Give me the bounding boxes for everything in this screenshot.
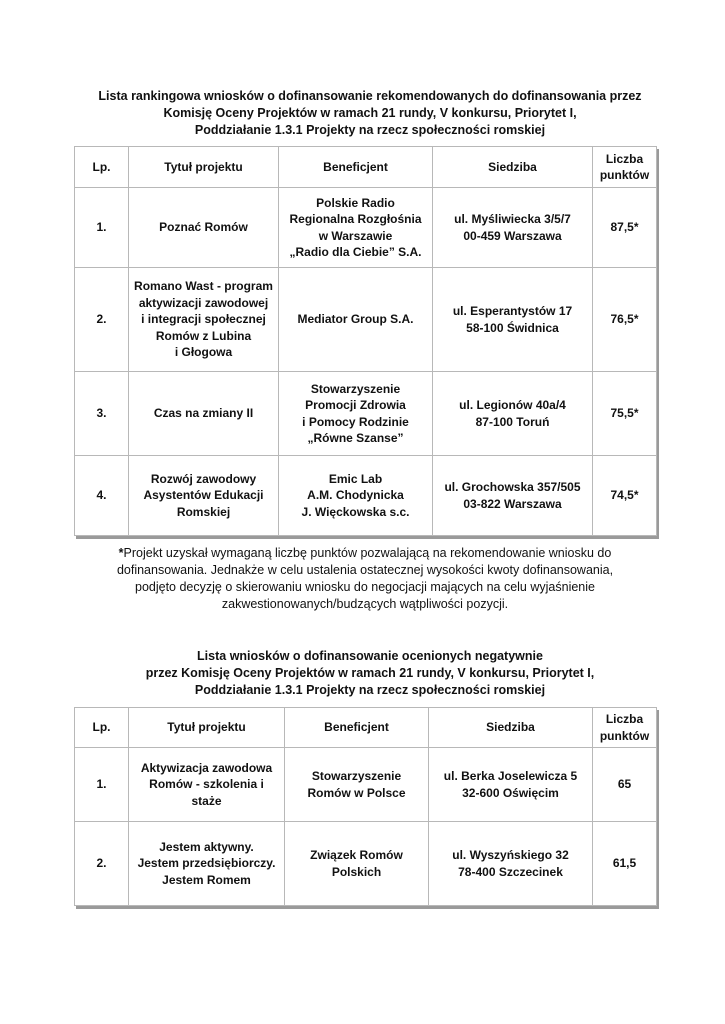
cell-line: „Radio dla Ciebie” S.A.: [289, 245, 422, 259]
cell-line: Emic Lab: [328, 471, 383, 486]
cell-line: Romano Wast - program: [134, 279, 273, 294]
cell-line: Promocji Zdrowia: [305, 398, 406, 412]
cell-address: [433, 268, 593, 372]
column-header-title: Tytuł projektu: [129, 708, 285, 748]
cell-line: Związek Romów: [310, 848, 403, 862]
cell-line: aktywizacji zawodowej: [138, 295, 269, 310]
cell-line: Czas na zmiany II: [153, 406, 254, 421]
table-row: [75, 188, 657, 268]
column-header-address: Siedziba: [429, 708, 593, 748]
table-header-row: [75, 708, 657, 748]
footnote: [80, 545, 650, 613]
cell-line: ul. Esperantystów 17: [452, 304, 573, 318]
table-row: [75, 822, 657, 906]
cell-points: 74,5*: [593, 456, 657, 536]
cell-points: 76,5*: [593, 268, 657, 372]
footnote-line: [80, 545, 650, 562]
cell-line: Jestem przedsiębiorczy.: [137, 856, 276, 871]
cell-line: Jestem aktywny.: [159, 839, 254, 854]
cell-line: 58-100 Świdnica: [466, 320, 559, 335]
cell-address: [429, 748, 593, 822]
column-header-lp: Lp.: [75, 708, 129, 748]
cell-line: 03-822 Warszawa: [463, 496, 562, 511]
column-header-title: Tytuł projektu: [129, 147, 279, 188]
cell-line: Polskich: [331, 864, 382, 879]
cell-line: Asystentów Edukacji: [143, 488, 264, 503]
column-header-address: Siedziba: [433, 147, 593, 188]
cell-line: ul. Berka Joselewicza 5: [443, 769, 578, 783]
footnote-line: podjęto decyzję o skierowaniu wniosku do negocjacji mających na celu wyjaśnienie: [135, 580, 595, 594]
cell-title: [129, 188, 279, 268]
footnote-marker: *: [118, 546, 124, 560]
cell-beneficiary: [285, 822, 429, 906]
heading-line: Lista rankingowa wniosków o dofinansowanie rekomendowanych do dofinansowania przez: [98, 89, 642, 103]
cell-points: 87,5*: [593, 188, 657, 268]
cell-lp: 2.: [75, 268, 129, 372]
cell-line: Jestem Romem: [162, 872, 251, 887]
cell-line: 32-600 Oświęcim: [462, 785, 559, 800]
cell-line: i Pomocy Rodzinie: [302, 414, 409, 429]
column-header-beneficiary: Beneficjent: [285, 708, 429, 748]
cell-line: Poznać Romów: [159, 220, 248, 235]
cell-beneficiary: [285, 748, 429, 822]
cell-title: [129, 372, 279, 456]
cell-lp: 4.: [75, 456, 129, 536]
table-row: [75, 268, 657, 372]
heading-line: Poddziałanie 1.3.1 Projekty na rzecz społeczności romskiej: [194, 683, 546, 697]
cell-points: 75,5*: [593, 372, 657, 456]
ranking-list-heading: [60, 88, 680, 139]
cell-line: w Warszawie: [318, 228, 393, 243]
cell-points: 65: [593, 748, 657, 822]
footnote-line: dofinansowania. Jednakże w celu ustalenia ostatecznej wysokości kwoty dofinansowania,: [116, 563, 614, 577]
cell-points: 61,5: [593, 822, 657, 906]
cell-line: Mediator Group S.A.: [297, 312, 414, 327]
cell-address: [429, 822, 593, 906]
heading-line: Lista wniosków o dofinansowanie ocenionych negatywnie: [197, 649, 543, 663]
cell-line: 87-100 Toruń: [475, 414, 550, 429]
cell-line: A.M. Chodynicka: [307, 488, 404, 503]
cell-line: ul. Legionów 40a/4: [459, 398, 566, 412]
footnote-line: zakwestionowanych/budzących wątpliwości pozycji.: [221, 597, 509, 611]
cell-line: ul. Myśliwiecka 3/5/7: [454, 212, 571, 226]
cell-line: Regionalna Rozgłośnia: [289, 212, 422, 226]
cell-line: Romów w Polsce: [307, 785, 406, 800]
cell-title: [129, 456, 279, 536]
cell-beneficiary: [279, 268, 433, 372]
column-header-lp: Lp.: [75, 147, 129, 188]
footnote-text: Projekt uzyskał wymaganą liczbę punktów pozwalającą na rekomendowanie wniosku do: [123, 546, 612, 560]
column-header-beneficiary: Beneficjent: [279, 147, 433, 188]
cell-beneficiary: [279, 372, 433, 456]
cell-line: ul. Grochowska 357/505: [444, 480, 581, 494]
cell-lp: 1.: [75, 188, 129, 268]
table-row: [75, 372, 657, 456]
negative-list-heading: [60, 648, 680, 699]
table-row: [75, 748, 657, 822]
cell-beneficiary: [279, 188, 433, 268]
column-header-points: Liczba punktów: [593, 708, 657, 748]
cell-address: [433, 372, 593, 456]
cell-line: J. Więckowska s.c.: [301, 504, 410, 519]
cell-lp: 1.: [75, 748, 129, 822]
cell-line: ul. Wyszyńskiego 32: [452, 848, 569, 862]
cell-line: Romskiej: [176, 504, 231, 519]
cell-line: „Równe Szanse”: [307, 431, 404, 445]
ranking-table: [74, 146, 657, 536]
negative-table: [74, 707, 657, 906]
cell-title: [129, 748, 285, 822]
cell-line: i integracji społecznej: [141, 312, 266, 327]
cell-beneficiary: [279, 456, 433, 536]
table-row: [75, 456, 657, 536]
cell-line: Polskie Radio: [316, 195, 395, 210]
heading-line: przez Komisję Oceny Projektów w ramach 21 rundy, V konkursu, Priorytet I,: [145, 666, 595, 680]
cell-line: Stowarzyszenie: [310, 381, 401, 396]
table-header-row: [75, 147, 657, 188]
heading-line: Komisję Oceny Projektów w ramach 21 rundy, V konkursu, Priorytet I,: [163, 106, 577, 120]
cell-line: Romów z Lubina: [155, 328, 252, 343]
cell-line: 00-459 Warszawa: [463, 228, 562, 243]
cell-line: Aktywizacja zawodowa: [140, 760, 273, 775]
cell-address: [433, 456, 593, 536]
cell-title: [129, 268, 279, 372]
cell-address: [433, 188, 593, 268]
cell-title: [129, 822, 285, 906]
cell-lp: 3.: [75, 372, 129, 456]
cell-line: i Głogowa: [174, 345, 233, 360]
cell-line: Romów - szkolenia i staże: [149, 777, 264, 808]
column-header-points: Liczba punktów: [593, 147, 657, 188]
cell-line: 78-400 Szczecinek: [458, 864, 563, 879]
heading-line: Poddziałanie 1.3.1 Projekty na rzecz społeczności romskiej: [194, 123, 546, 137]
cell-line: Rozwój zawodowy: [150, 471, 257, 486]
cell-line: Stowarzyszenie: [311, 769, 402, 783]
cell-lp: 2.: [75, 822, 129, 906]
